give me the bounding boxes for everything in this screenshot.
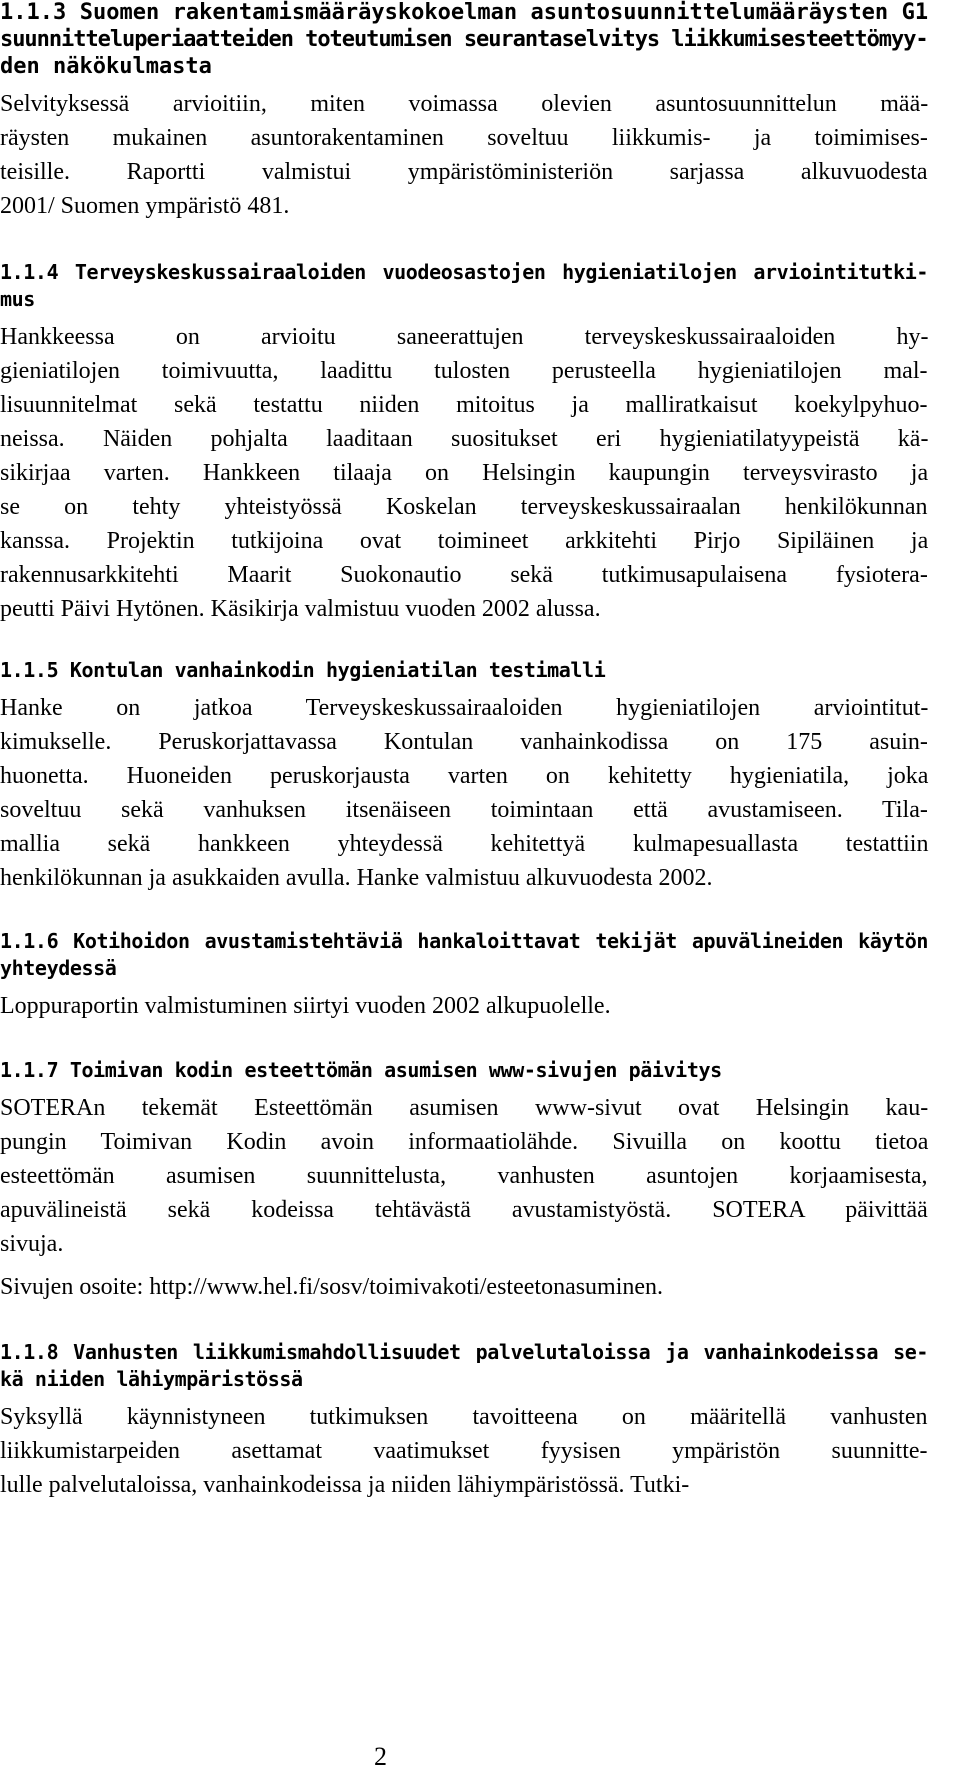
paragraph-line: Hankkeessa on arvioitu saneerattujen terveyskeskussairaaloiden hy-	[0, 324, 929, 350]
paragraph-line: se on tehty yhteistyössä Koskelan terveyskeskussairaalan henkilökunnan	[0, 494, 928, 520]
section-heading-1-1-5: 1.1.5 Kontulan vanhainkodin hygieniatilan testimalli	[0, 658, 606, 682]
paragraph-line: liikkumistarpeiden asettamat vaatimukset fyysisen ympäristön suunnitte-	[0, 1438, 928, 1464]
section-heading-1-1-3-line-1: 1.1.3 Suomen rakentamismääräyskokoelman asuntosuunnittelumääräysten G1	[0, 0, 929, 25]
paragraph-line: apuvälineistä sekä kodeissa tehtävästä avustamistyöstä. SOTERA päivittää	[0, 1197, 928, 1223]
paragraph-line: räysten mukainen asuntorakentaminen soveltuu liikkumis- ja toimimises-	[0, 125, 928, 151]
url-line: Sivujen osoite: http://www.hel.fi/sosv/toimivakoti/esteetonasuminen.	[0, 1274, 664, 1300]
paragraph-line: esteettömän asumisen suunnittelusta, vanhusten asuntojen korjaamisesta,	[0, 1163, 928, 1189]
section-heading-1-1-4-line-1: 1.1.4 Terveyskeskussairaaloiden vuodeosastojen hygieniatilojen arviointitutki-	[0, 260, 928, 284]
paragraph-line: sivuja.	[0, 1231, 64, 1257]
paragraph-line: huonetta. Huoneiden peruskorjausta varten on kehitetty hygieniatila, joka	[0, 763, 929, 789]
paragraph-line: peutti Päivi Hytönen. Käsikirja valmistuu vuoden 2002 alussa.	[0, 596, 601, 622]
paragraph-line: Loppuraportin valmistuminen siirtyi vuoden 2002 alkupuolelle.	[0, 993, 611, 1019]
paragraph-line: lulle palvelutaloissa, vanhainkodeissa ja niiden lähiympäristössä. Tutki-	[0, 1472, 690, 1498]
paragraph-line: 2001/ Suomen ympäristö 481.	[0, 193, 290, 219]
section-heading-1-1-6-line-2: yhteydessä	[0, 956, 117, 980]
section-heading-1-1-8-line-1: 1.1.8 Vanhusten liikkumismahdollisuudet palvelutaloissa ja vanhainkodeissa se-	[0, 1340, 928, 1364]
section-heading-1-1-8-line-2: kä niiden lähiympäristössä	[0, 1367, 303, 1391]
paragraph-line: rakennusarkkitehti Maarit Suokonautio sekä tutkimusapulaisena fysiotera-	[0, 562, 928, 588]
paragraph-line: mallia sekä hankkeen yhteydessä kehitettyä kulmapesuallasta testattiin	[0, 831, 929, 857]
section-heading-1-1-6-line-1: 1.1.6 Kotihoidon avustamistehtäviä hankaloittavat tekijät apuvälineiden käytön	[0, 929, 928, 953]
paragraph-line: lisuunnitelmat sekä testattu niiden mitoitus ja malliratkaisut koekylpyhuo-	[0, 392, 928, 418]
paragraph-line: soveltuu sekä vanhuksen itsenäiseen toimintaan että avustamiseen. Tila-	[0, 797, 928, 823]
paragraph-line: kanssa. Projektin tutkijoina ovat toimineet arkkitehti Pirjo Sipiläinen ja	[0, 528, 929, 554]
paragraph-line: sikirjaa varten. Hankkeen tilaaja on Helsingin kaupungin terveysvirasto ja	[0, 460, 929, 486]
paragraph-line: SOTERAn tekemät Esteettömän asumisen www-sivut ovat Helsingin kau-	[0, 1095, 929, 1121]
section-heading-1-1-3-line-3: den näkökulmasta	[0, 54, 212, 79]
paragraph-line: Selvityksessä arvioitiin, miten voimassa olevien asuntosuunnittelun mää-	[0, 91, 929, 117]
paragraph-line: Hanke on jatkoa Terveyskeskussairaaloiden hygieniatilojen arviointitut-	[0, 695, 929, 721]
paragraph-line: kimukselle. Peruskorjattavassa Kontulan vanhainkodissa on 175 asuin-	[0, 729, 928, 755]
section-heading-1-1-4-line-2: mus	[0, 287, 35, 311]
paragraph-line: Syksyllä käynnistyneen tutkimuksen tavoitteena on määritellä vanhusten	[0, 1404, 928, 1430]
paragraph-line: gieniatilojen toimivuutta, laadittu tulosten perusteella hygieniatilojen mal-	[0, 358, 928, 384]
paragraph-line: henkilökunnan ja asukkaiden avulla. Hanke valmistuu alkuvuodesta 2002.	[0, 865, 713, 891]
paragraph-line: neissa. Näiden pohjalta laaditaan suositukset eri hygieniatilatyypeistä kä-	[0, 426, 929, 452]
page-number: 2	[374, 1742, 387, 1771]
paragraph-line: pungin Toimivan Kodin avoin informaatiolähde. Sivuilla on koottu tietoa	[0, 1129, 929, 1155]
section-heading-1-1-7: 1.1.7 Toimivan kodin esteettömän asumisen www-sivujen päivitys	[0, 1058, 722, 1082]
paragraph-line: teisille. Raportti valmistui ympäristöministeriön sarjassa alkuvuodesta	[0, 159, 928, 185]
section-heading-1-1-3-line-2: suunnitteluperiaatteiden toteutumisen seurantaselvitys liikkumisesteettömyy-	[0, 27, 928, 52]
